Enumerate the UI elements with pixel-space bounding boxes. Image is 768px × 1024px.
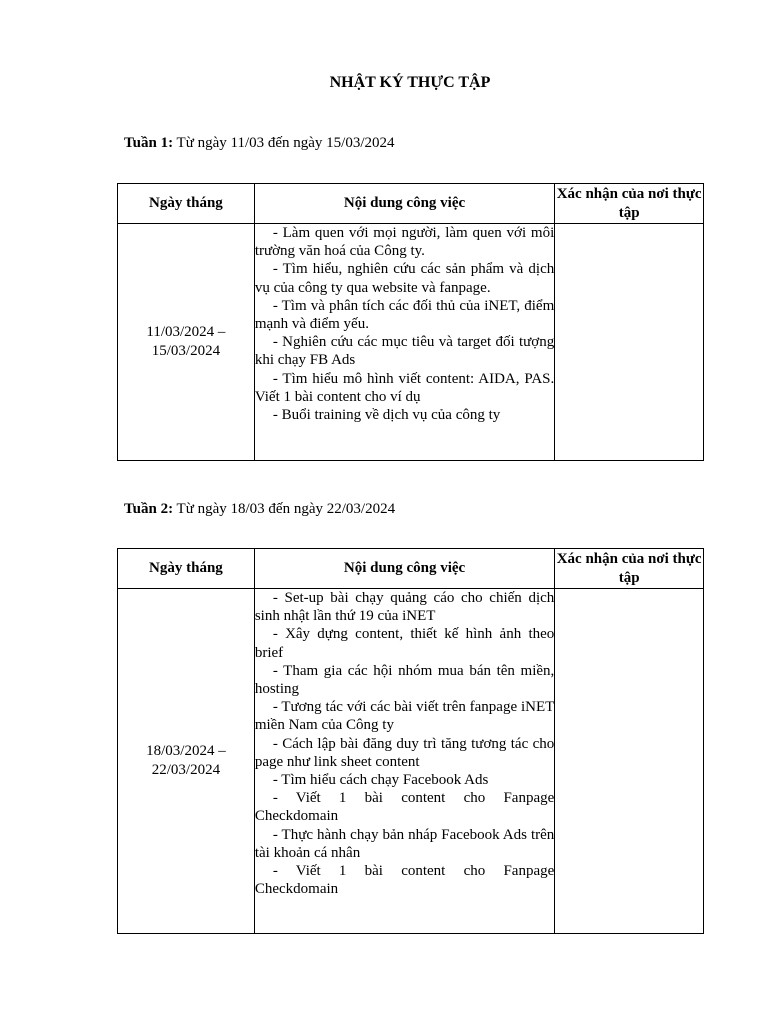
week-2-label: Tuần 2: [124, 501, 174, 517]
week-1-row [118, 224, 704, 461]
week-2-confirm-cell [555, 589, 704, 934]
week-1-heading [124, 135, 395, 152]
content-column-header: Nội dung công việc [254, 184, 554, 224]
week-1-content-cell [254, 224, 554, 461]
week-1-date-cell: 11/03/2024 – 15/03/2024 [118, 224, 255, 461]
week-2-task: - Tương tác với các bài viết trên fanpage iNET miền Nam của Công ty [254, 699, 555, 734]
week-1-task: - Nghiên cứu các mục tiêu và target đối tượng khi chạy FB Ads [254, 334, 555, 369]
week-1-task: - Tìm hiểu mô hình viết content: AIDA, PAS. Viết 1 bài content cho ví dụ [254, 370, 555, 405]
week-2-table [117, 548, 704, 934]
confirm-column-header: Xác nhận của nơi thực tập [555, 549, 704, 589]
content-column-header: Nội dung công việc [254, 549, 554, 589]
week-2-task: - Xây dựng content, thiết kế hình ảnh theo brief [254, 626, 555, 661]
week-2-row [118, 589, 704, 934]
week-1-task: - Tìm hiểu, nghiên cứu các sản phẩm và dịch vụ của công ty qua website và fanpage. [254, 261, 555, 296]
week-2-task: - Thực hành chạy bản nháp Facebook Ads trên tài khoản cá nhân [254, 826, 555, 861]
week-2-task: - Viết 1 bài content cho Fanpage Checkdomain [254, 863, 555, 898]
confirm-column-header: Xác nhận của nơi thực tập [555, 184, 704, 224]
week-2-range: Từ ngày 18/03 đến ngày 22/03/2024 [176, 501, 396, 517]
week-1-task: - Tìm và phân tích các đối thủ của iNET, điểm mạnh và điểm yếu. [254, 297, 555, 333]
week-1-range: Từ ngày 11/03 đến ngày 15/03/2024 [176, 135, 395, 151]
week-2-task: - Set-up bài chạy quảng cáo cho chiến dịch sinh nhật lần thứ 19 của iNET [254, 590, 555, 625]
week-1-header-row [118, 184, 704, 224]
week-2-task: - Tìm hiểu cách chạy Facebook Ads [272, 772, 489, 789]
week-1-task: - Buổi training về dịch vụ của công ty [272, 407, 501, 424]
week-1-label: Tuần 1: [124, 135, 174, 151]
week-1-confirm-cell [555, 224, 704, 461]
week-2-header-row [118, 549, 704, 589]
week-2-task: - Viết 1 bài content cho Fanpage Checkdomain [254, 790, 555, 825]
date-column-header: Ngày tháng [118, 184, 255, 224]
week-1-table [117, 183, 704, 461]
week-2-content-cell [254, 589, 554, 934]
document-title: NHẬT KÝ THỰC TẬP [329, 74, 491, 91]
week-2-heading [124, 501, 395, 518]
date-column-header: Ngày tháng [118, 549, 255, 589]
week-2-task: - Cách lập bài đăng duy trì tăng tương tác cho page như link sheet content [254, 735, 555, 770]
week-2-task: - Tham gia các hội nhóm mua bán tên miền, hosting [254, 662, 555, 698]
week-2-date-cell: 18/03/2024 – 22/03/2024 [118, 589, 255, 934]
week-1-task: - Làm quen với mọi người, làm quen với môi trường văn hoá của Công ty. [254, 225, 555, 260]
